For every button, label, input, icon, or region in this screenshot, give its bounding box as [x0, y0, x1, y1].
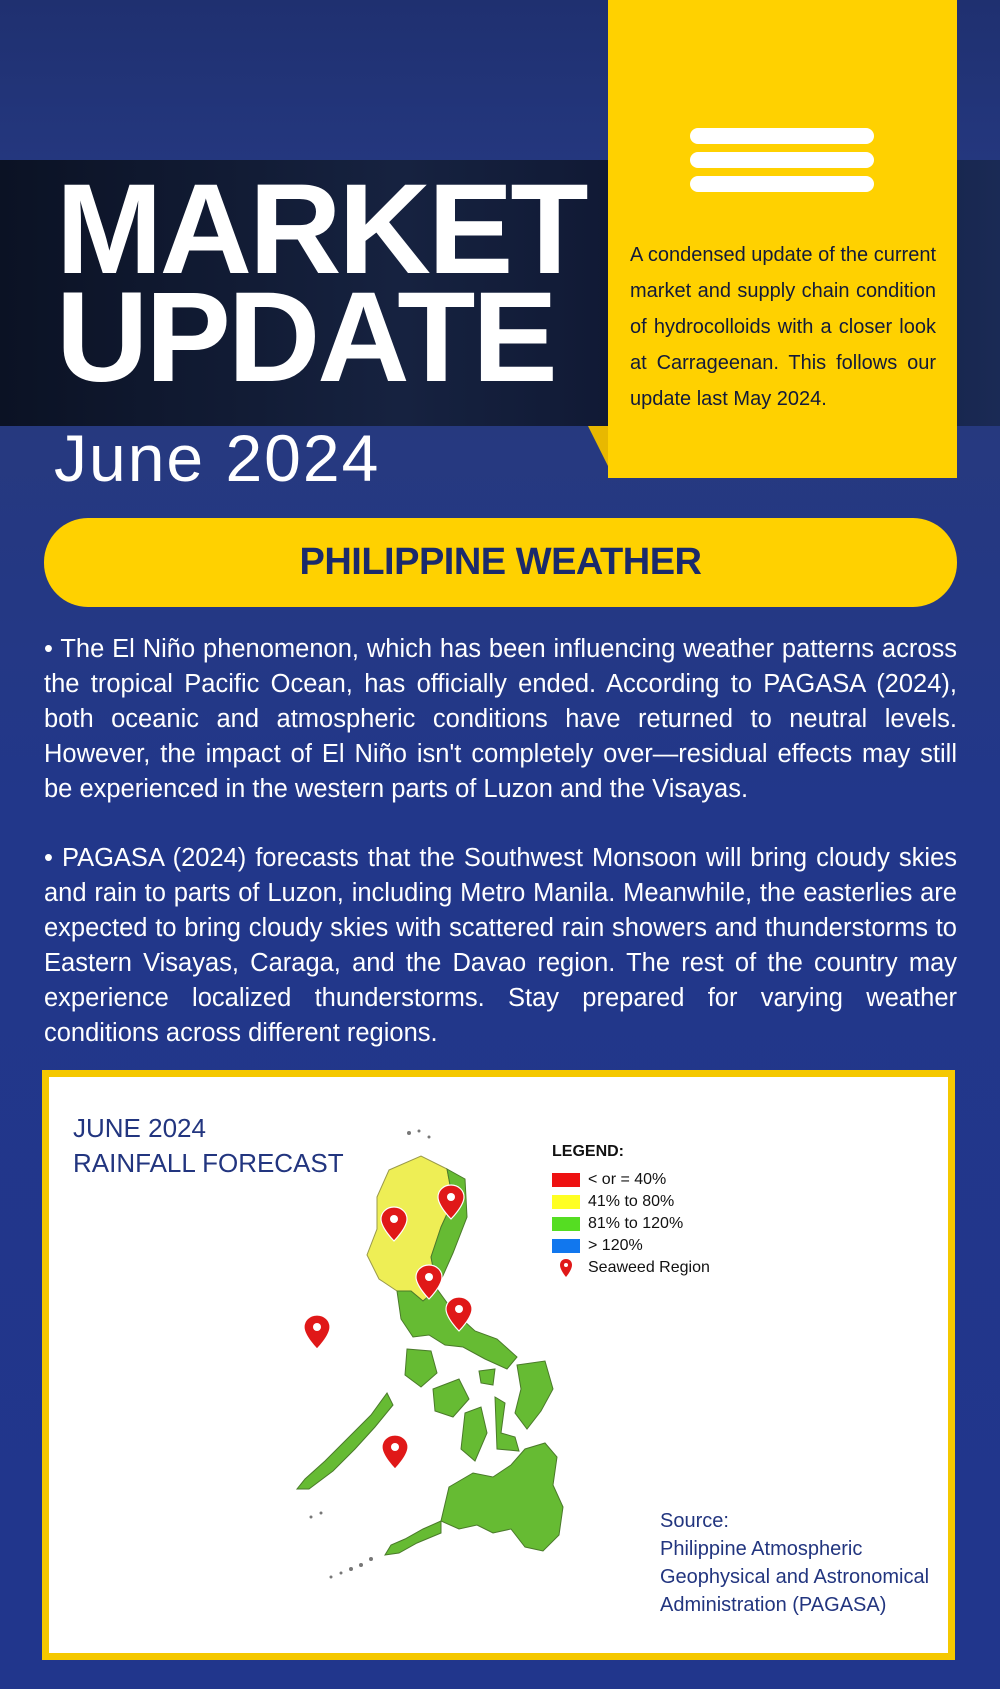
pin-palawan-icon	[304, 1315, 330, 1349]
zamboanga-peninsula	[385, 1521, 441, 1555]
source-line: Geophysical and Astronomical	[660, 1566, 930, 1588]
section-header-pill	[44, 518, 957, 607]
map-pin-icon	[552, 1258, 580, 1278]
yellow-accent-triangle	[588, 426, 610, 470]
source-label: Source:	[660, 1510, 729, 1532]
page-title	[56, 158, 596, 409]
source-line: Philippine Atmospheric	[660, 1538, 863, 1560]
pin-zamboanga-icon	[382, 1435, 408, 1469]
menu-icon[interactable]	[690, 128, 874, 192]
legend-title: LEGEND:	[552, 1143, 624, 1160]
map-title-month: JUNE 2024	[73, 1113, 206, 1143]
section-title: PHILIPPINE WEATHER	[299, 541, 702, 583]
legend-swatch-green	[552, 1217, 580, 1231]
palawan-island	[297, 1393, 393, 1489]
map-legend	[552, 1143, 772, 1279]
map-title-label: RAINFALL FORECAST	[73, 1148, 344, 1178]
mindoro-island	[405, 1349, 437, 1387]
summary-panel	[608, 0, 957, 478]
summary-text: A condensed update of the current market and supply chain condition of hydrocolloids with a closer look at Carrageenan. This follows our update last May 2024.	[630, 244, 936, 410]
source-line: Administration (PAGASA)	[660, 1594, 887, 1616]
mindanao-island	[441, 1443, 563, 1551]
cebu-bohol-islands	[495, 1397, 519, 1451]
legend-item-41-80	[552, 1191, 772, 1213]
map-title	[73, 1111, 344, 1181]
masbate-island	[479, 1369, 495, 1385]
rainfall-forecast-card	[42, 1070, 955, 1660]
map-source	[660, 1507, 930, 1619]
legend-item-below-40	[552, 1169, 772, 1191]
legend-swatch-blue	[552, 1239, 580, 1253]
legend-label: 81% to 120%	[588, 1215, 684, 1232]
legend-label: < or = 40%	[588, 1171, 667, 1188]
legend-label: Seaweed Region	[588, 1259, 710, 1276]
issue-date: June 2024	[54, 421, 381, 495]
bullet-monsoon: • PAGASA (2024) forecasts that the Southwest Monsoon will bring cloudy skies and rain to parts of Luzon, including Metro Manila. Meanwhile, the easterlies are expected to bring cloudy skies with scattered rain showers and thunderstorms to Eastern Visayas, Caraga, and the Davao region. The rest of the country may experience localized thunderstorms. Stay prepared for varying weather conditions across different regions.	[44, 844, 957, 1047]
samar-leyte-islands	[515, 1361, 553, 1429]
title-line-update: UPDATE	[56, 266, 555, 409]
title-line-market: MARKET	[56, 158, 586, 301]
bullet-el-nino: • The El Niño phenomenon, which has been influencing weather patterns across the tropical Pacific Ocean, has officially ended. According to PAGASA (2024), both oceanic and atmospheric conditions have returned to neutral levels. However, the impact of El Niño isn't completely over—residual effects may still be experienced in the western parts of Luzon and the Visayas.	[44, 635, 957, 803]
negros-island	[461, 1407, 487, 1461]
legend-swatch-yellow	[552, 1195, 580, 1209]
panay-island	[433, 1379, 469, 1417]
legend-swatch-red	[552, 1173, 580, 1187]
legend-label: 41% to 80%	[588, 1193, 675, 1210]
legend-label: > 120%	[588, 1237, 643, 1254]
legend-item-above-120	[552, 1235, 772, 1257]
legend-item-seaweed	[552, 1257, 772, 1279]
weather-bullets	[44, 632, 957, 1085]
legend-item-81-120	[552, 1213, 772, 1235]
